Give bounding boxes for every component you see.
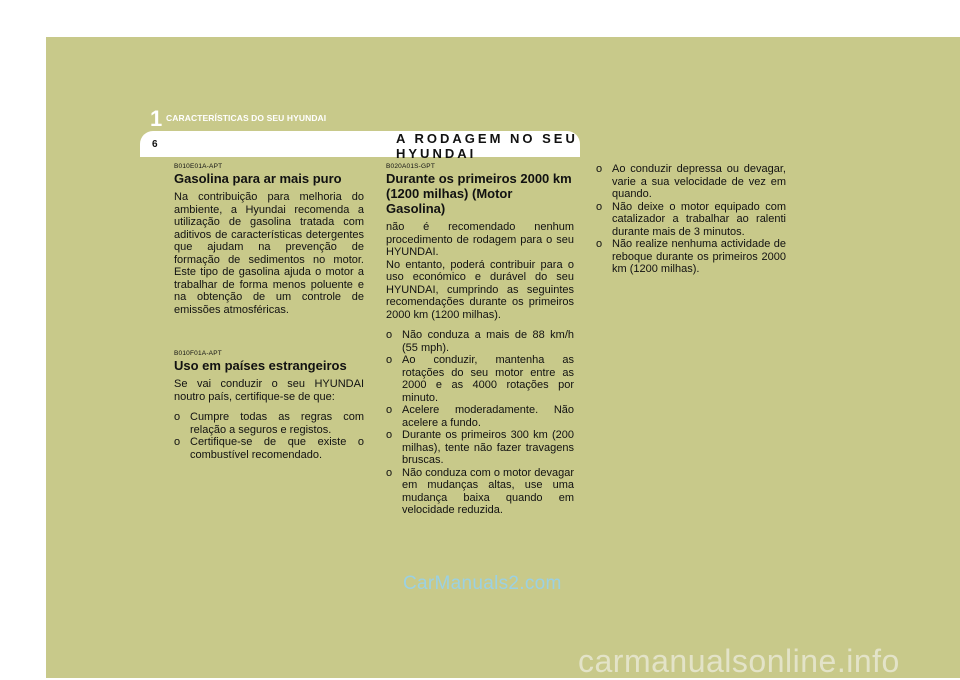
list-item <box>596 163 786 201</box>
column-1 <box>174 163 364 469</box>
bullet-marker: o <box>386 354 393 366</box>
block-heading: Gasolina para ar mais puro <box>174 171 342 186</box>
section-title: A RODAGEM NO SEU HYUNDAI <box>396 131 578 161</box>
list-item-text: Não conduza com o motor devagar em mudanças altas, use uma mudança baixa quando em velocidade reduzida. <box>402 466 574 516</box>
bullet-marker: o <box>174 411 181 423</box>
bullet-list <box>596 163 786 276</box>
block-code: B010F01A-APT <box>174 350 222 357</box>
list-item-text: Certifique-se de que existe o combustível recomendado. <box>190 436 364 461</box>
block-heading: Uso em países estrangeiros <box>174 358 347 373</box>
bullet-list <box>386 329 574 517</box>
list-item <box>386 354 574 404</box>
list-item <box>596 238 786 276</box>
list-item <box>174 411 364 436</box>
bullet-marker: o <box>386 429 393 441</box>
bullet-marker: o <box>174 436 181 448</box>
list-item-text: Não deixe o motor equipado com catalizador a trabalhar ao ralenti durante mais de 3 minutos. <box>612 200 786 238</box>
page-number: 6 <box>152 139 158 150</box>
list-item <box>386 467 574 517</box>
bullet-marker: o <box>596 200 603 213</box>
bullet-marker: o <box>596 238 603 250</box>
list-item <box>174 436 364 461</box>
chapter-number: 1 <box>150 106 163 131</box>
watermark-carmanualsonline: carmanualsonline.info <box>578 643 900 679</box>
bullet-list <box>174 411 364 461</box>
list-item <box>386 329 574 354</box>
bullet-marker: o <box>386 466 393 479</box>
block-body: não é recomendado nenhum procedimento de rodagem para o seu HYUNDAI. No entanto, poderá contribuir para o uso económico e durável do seu HYUNDAI, cumprindo as seguintes recomendações durante os primeiros 2000 km (1200 milhas). <box>386 221 574 321</box>
list-item <box>386 404 574 429</box>
list-item-text: Acelere moderadamente. Não acelere a fundo. <box>402 404 574 429</box>
bullet-marker: o <box>596 163 603 175</box>
column-3 <box>596 163 786 284</box>
watermark-carmanuals2: CarManuals2.com <box>403 573 562 594</box>
block-body: Se vai conduzir o seu HYUNDAI noutro país, certifique-se de que: <box>174 378 364 403</box>
list-item-text: Ao conduzir, mantenha as rotações do seu motor entre as 2000 e as 4000 rotações por minuto. <box>402 354 574 404</box>
list-item-text: Cumpre todas as regras com relação a seguros e registos. <box>190 411 364 436</box>
list-item-text: Não conduza a mais de 88 km/h (55 mph). <box>402 329 574 354</box>
block-code: B010E01A-APT <box>174 163 223 170</box>
bullet-marker: o <box>386 404 393 416</box>
block-heading: Durante os primeiros 2000 km (1200 milhas) (Motor Gasolina) <box>386 171 572 216</box>
column-2 <box>386 163 574 525</box>
list-item <box>596 201 786 239</box>
list-item-text: Durante os primeiros 300 km (200 milhas), tente não fazer travagens bruscas. <box>402 429 574 466</box>
chapter-title: CARACTERÍSTICAS DO SEU HYUNDAI <box>166 113 327 123</box>
block-body: Na contribuição para melhoria do ambiente, a Hyundai recomenda a utilização de gasolina tratada com aditivos de características detergentes que ajudam na prevenção de formação de sedimentos no motor. Este tipo de gasolina ajuda o motor a trabalhar de forma menos poluente e na obtenção de um controle de emissões atmosféricas. <box>174 191 364 316</box>
list-item-text: Não realize nenhuma actividade de reboque durante os primeiros 2000 km (1200 milhas). <box>612 238 786 275</box>
list-item <box>386 429 574 467</box>
spacer <box>174 324 364 350</box>
list-item-text: Ao conduzir depressa ou devagar, varie a sua velocidade de vez em quando. <box>612 163 786 200</box>
bullet-marker: o <box>386 329 393 341</box>
block-code: B020A01S-GPT <box>386 163 436 170</box>
